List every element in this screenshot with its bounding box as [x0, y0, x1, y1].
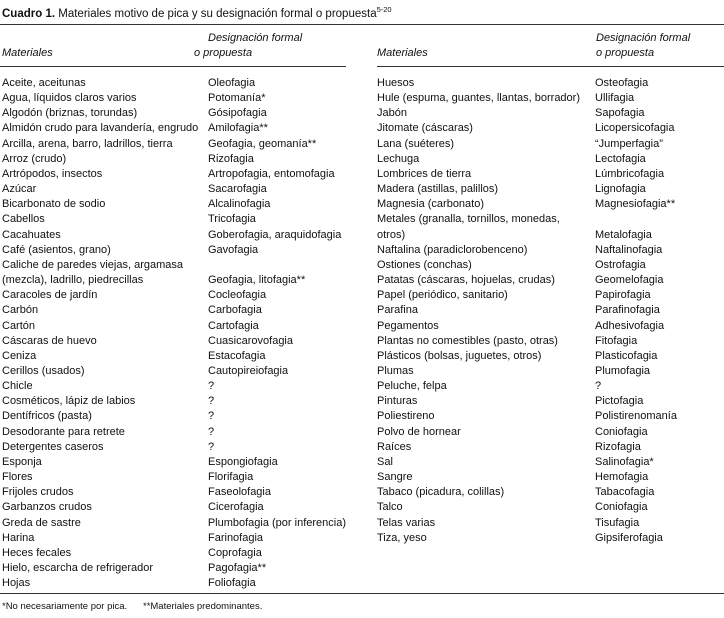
material-cell: Ceniza	[2, 349, 37, 362]
designation-cell: Magnesiofagia**	[595, 198, 676, 211]
designation-cell: Foliofagia	[208, 577, 256, 590]
material-cell: Hule (espuma, guantes, llantas, borrador)	[377, 92, 580, 105]
designation-cell: Coniofagia	[595, 425, 648, 438]
material-cell: Hielo, escarcha de refrigerador	[2, 562, 154, 574]
material-cell: Talco	[377, 501, 403, 514]
table-row	[2, 212, 346, 227]
right-header-materials: Materiales	[377, 47, 428, 59]
designation-cell: ?	[208, 395, 215, 408]
material-cell: Raíces	[377, 440, 412, 453]
designation-cell: Cocleofagia	[208, 289, 267, 302]
table-row	[2, 167, 346, 182]
material-cell: Cerillos (usados)	[2, 364, 85, 377]
table-row	[2, 576, 346, 591]
table-row	[2, 106, 346, 121]
right-header-designation-2: o propuesta	[596, 47, 655, 59]
designation-cell: Hemofagia	[595, 471, 649, 484]
table-row	[377, 440, 724, 455]
table-row	[377, 364, 724, 379]
table-row	[2, 485, 346, 500]
designation-cell: Rizofagia	[208, 152, 254, 165]
left-header-designation-1: Designación formal	[208, 32, 303, 44]
designation-cell: Cautopireiofagia	[208, 364, 289, 377]
table-row	[377, 485, 724, 500]
table-row	[377, 182, 724, 197]
material-cell: Café (asientos, grano)	[2, 243, 111, 256]
table-row	[2, 91, 346, 106]
material-cell: Sangre	[377, 471, 413, 484]
designation-cell: Plumofagia	[595, 364, 651, 377]
material-cell: Pegamentos	[377, 319, 439, 332]
material-cell: Bicarbonato de sodio	[2, 198, 106, 211]
designation-cell: Potomanía*	[208, 92, 266, 105]
table-row	[377, 121, 724, 136]
table-row	[377, 349, 724, 364]
table-row	[2, 470, 346, 485]
material-cell: Almidón crudo para lavandería, engrudo	[2, 122, 199, 135]
material-cell: Harina	[2, 531, 35, 544]
left-header-designation-2: o propuesta	[194, 47, 253, 59]
material-cell: Arroz (crudo)	[2, 152, 67, 165]
table-row	[377, 470, 724, 485]
designation-cell: ?	[595, 380, 602, 393]
footnote-single: *No necesariamente por pica.	[2, 601, 128, 612]
material-cell: Pinturas	[377, 395, 418, 408]
table-row	[377, 334, 724, 349]
table-row	[2, 243, 346, 258]
designation-cell: Fitofagia	[595, 334, 638, 347]
designation-cell: Papirofagia	[595, 289, 651, 302]
designation-cell: Goberofagia, araquidofagia	[208, 228, 342, 241]
table-row	[2, 76, 346, 91]
table-row	[2, 379, 346, 394]
material-cell: (mezcla), ladrillo, piedrecillas	[2, 274, 144, 287]
table-row	[2, 152, 346, 167]
designation-cell: Geomelofagia	[595, 274, 664, 287]
designation-cell: Gósipofagia	[208, 107, 267, 120]
material-cell: Caracoles de jardín	[2, 289, 98, 302]
caption-label: Cuadro 1.	[2, 8, 56, 20]
designation-cell: Plasticofagia	[595, 349, 658, 362]
material-cell: Huesos	[377, 77, 415, 89]
material-cell: Magnesia (carbonato)	[377, 198, 485, 211]
table-row	[2, 531, 346, 546]
designation-cell: ?	[208, 380, 215, 393]
designation-cell: Naftalinofagia	[595, 243, 663, 256]
designation-cell: Coniofagia	[595, 501, 648, 514]
table-row	[2, 500, 346, 515]
designation-cell: Parafinofagia	[595, 304, 660, 317]
designation-cell: Sacarofagia	[208, 183, 267, 196]
material-cell: Metales (granalla, tornillos, monedas, otros)	[377, 213, 560, 241]
material-cell: Telas varias	[377, 516, 436, 529]
table-row	[2, 455, 346, 470]
material-cell: Detergentes caseros	[2, 440, 104, 453]
designation-cell: Polistirenomanía	[595, 410, 677, 423]
table-row	[377, 91, 724, 106]
footnote-double: **Materiales predominantes.	[143, 601, 263, 612]
table-row	[377, 531, 724, 546]
material-cell: Cosméticos, lápiz de labios	[2, 395, 136, 408]
table-row	[377, 379, 724, 394]
designation-cell: Gipsiferofagia	[595, 531, 663, 544]
table-row	[377, 319, 724, 334]
table-row	[2, 303, 346, 318]
designation-cell: Tricofagia	[208, 213, 256, 226]
table-row	[377, 243, 724, 258]
material-cell: Peluche, felpa	[377, 380, 447, 393]
material-cell: Jitomate (cáscaras)	[377, 122, 473, 135]
table-row	[2, 228, 346, 243]
material-cell: Polvo de hornear	[377, 425, 461, 438]
table-row	[2, 364, 346, 379]
table-row	[377, 106, 724, 121]
material-cell: Naftalina (paradiclorobenceno)	[377, 243, 528, 256]
material-cell: Sal	[377, 455, 393, 468]
designation-cell: Lectofagia	[595, 152, 646, 165]
table-row	[2, 319, 346, 334]
table-row	[377, 167, 724, 182]
caption-text: Materiales motivo de pica y su designación formal o propuesta	[58, 8, 377, 20]
designation-cell: Artropofagia, entomofagia	[208, 167, 335, 180]
designation-cell: Osteofagia	[595, 77, 649, 89]
table-row	[2, 334, 346, 349]
designation-cell: Cartofagia	[208, 319, 259, 332]
material-cell: Algodón (briznas, torundas)	[2, 107, 138, 120]
designation-cell: Amilofagia**	[208, 122, 268, 135]
material-cell: Cáscaras de huevo	[2, 334, 97, 347]
material-cell: Garbanzos crudos	[2, 501, 92, 514]
table-row	[377, 258, 724, 273]
designation-cell: Oleofagia	[208, 77, 256, 89]
table-row	[377, 409, 724, 424]
designation-cell: Carbofagia	[208, 304, 262, 317]
designation-cell: ?	[208, 440, 215, 453]
table-row	[2, 258, 346, 273]
table-row	[377, 273, 724, 288]
table-row	[377, 212, 724, 242]
material-cell: Lechuga	[377, 152, 420, 165]
designation-cell: Estacofagia	[208, 349, 266, 362]
table-row	[2, 546, 346, 561]
table-row	[2, 561, 346, 576]
table-row	[377, 152, 724, 167]
left-header-rule	[0, 66, 346, 67]
material-cell: Cacahuates	[2, 228, 61, 241]
material-cell: Desodorante para retrete	[2, 425, 125, 438]
designation-cell: Licopersicofagia	[595, 122, 675, 135]
material-cell: Tiza, yeso	[377, 531, 427, 544]
material-cell: Plantas no comestibles (pasto, otras)	[377, 334, 558, 347]
bottom-rule	[0, 593, 724, 594]
material-cell: Cartón	[2, 319, 36, 332]
material-cell: Carbón	[2, 304, 39, 317]
table-row	[377, 455, 724, 470]
designation-cell: Metalofagia	[595, 228, 652, 241]
material-cell: Plumas	[377, 364, 414, 377]
material-cell: Esponja	[2, 455, 42, 468]
designation-cell: Cicerofagia	[208, 501, 264, 514]
designation-cell: Faseolofagia	[208, 486, 271, 499]
material-cell: Caliche de paredes viejas, argamasa	[2, 258, 183, 271]
designation-cell: Cuasicarovofagia	[208, 334, 293, 347]
material-cell: Azúcar	[2, 183, 37, 196]
designation-cell: Rizofagia	[595, 440, 641, 453]
left-header-materials: Materiales	[2, 47, 53, 59]
material-cell: Dentífricos (pasta)	[2, 410, 92, 423]
designation-cell: Sapofagia	[595, 107, 645, 120]
material-cell: Tabaco (picadura, colillas)	[377, 486, 505, 499]
designation-cell: “Jumperfagia”	[595, 137, 663, 150]
table-row	[2, 349, 346, 364]
designation-cell: Coprofagia	[208, 546, 262, 559]
table-row	[377, 394, 724, 409]
material-cell: Poliestireno	[377, 410, 435, 423]
material-cell: Parafina	[377, 304, 418, 317]
material-cell: Agua, líquidos claros varios	[2, 92, 137, 105]
table-row	[2, 440, 346, 455]
designation-cell: Farinofagia	[208, 531, 264, 544]
table-row	[377, 303, 724, 318]
designation-cell: Geofagia, litofagia**	[208, 274, 306, 287]
designation-cell: Plumbofagia (por inferencia)	[207, 516, 346, 529]
table-row	[2, 425, 346, 440]
material-cell: Plásticos (bolsas, juguetes, otros)	[377, 349, 542, 362]
table-row	[377, 288, 724, 303]
table-row	[377, 76, 724, 91]
designation-cell: Tisufagia	[595, 516, 640, 529]
table-row	[2, 288, 346, 303]
material-cell: Cabellos	[2, 213, 45, 226]
designation-cell: Espongiofagia	[208, 455, 278, 468]
material-cell: Lombrices de tierra	[377, 167, 472, 180]
material-cell: Frijoles crudos	[2, 486, 74, 499]
right-header-rule	[377, 66, 724, 67]
table-row	[2, 182, 346, 197]
material-cell: Madera (astillas, palillos)	[377, 183, 499, 196]
table-row	[2, 121, 346, 136]
material-cell: Aceite, aceitunas	[2, 77, 86, 89]
table-row	[377, 425, 724, 440]
right-header-designation-1: Designación formal	[596, 32, 691, 44]
designation-cell: Geofagia, geomanía**	[208, 137, 317, 150]
material-cell: Patatas (cáscaras, hojuelas, crudas)	[377, 274, 555, 287]
material-cell: Heces fecales	[2, 546, 72, 559]
designation-cell: Florifagia	[208, 471, 254, 484]
table-row	[2, 197, 346, 212]
table-row	[2, 516, 346, 531]
material-cell: Papel (periódico, sanitario)	[377, 289, 508, 302]
designation-cell: Gavofagia	[208, 243, 259, 256]
material-cell: Jabón	[377, 107, 407, 120]
table-row	[2, 394, 346, 409]
table-row	[2, 409, 346, 424]
material-cell: Flores	[2, 471, 33, 484]
caption-refs: 5-20	[376, 5, 392, 14]
table-row	[2, 137, 346, 152]
designation-cell: Lignofagia	[595, 183, 646, 196]
designation-cell: ?	[208, 425, 215, 438]
designation-cell: Alcalinofagia	[208, 198, 271, 211]
table-row	[377, 500, 724, 515]
designation-cell: Adhesivofagia	[595, 319, 665, 332]
material-cell: Ostiones (conchas)	[377, 258, 472, 271]
table-row	[377, 516, 724, 531]
designation-cell: Ullifagia	[595, 92, 635, 105]
material-cell: Chicle	[2, 380, 33, 393]
material-cell: Lana (suéteres)	[377, 137, 455, 150]
top-rule	[0, 24, 724, 25]
designation-cell: Lúmbricofagia	[595, 167, 665, 180]
left-table-body	[2, 76, 346, 591]
designation-cell: Salinofagia*	[595, 455, 654, 468]
designation-cell: Pagofagia**	[208, 562, 267, 574]
table-row	[377, 197, 724, 212]
material-cell: Arcilla, arena, barro, ladrillos, tierra	[2, 137, 173, 150]
table-row	[2, 273, 346, 288]
designation-cell: Tabacofagia	[595, 486, 655, 499]
material-cell: Greda de sastre	[2, 516, 81, 529]
table-caption	[2, 5, 392, 20]
designation-cell: Pictofagia	[595, 395, 644, 408]
table-row	[377, 137, 724, 152]
designation-cell: Ostrofagia	[595, 258, 646, 271]
material-cell: Artrópodos, insectos	[2, 167, 103, 180]
right-table-body	[377, 76, 724, 546]
designation-cell: ?	[208, 410, 215, 423]
material-cell: Hojas	[2, 577, 31, 590]
